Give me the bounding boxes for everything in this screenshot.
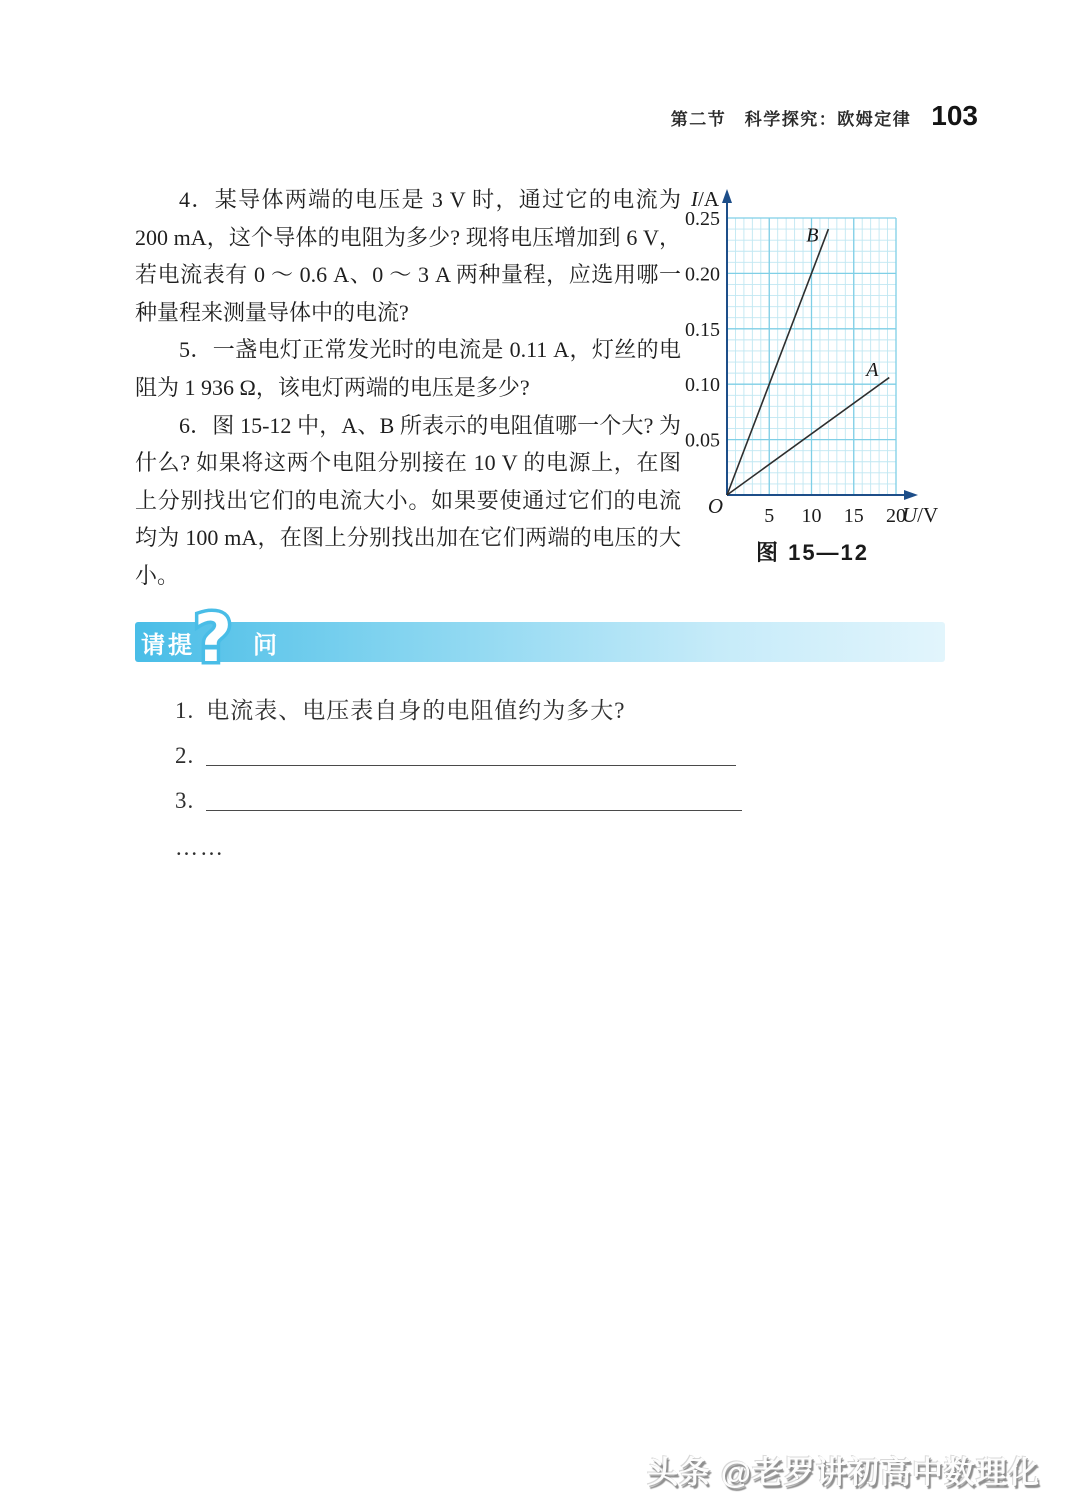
watermark: 头条 @老罗讲初高中数理化 [647, 1455, 1040, 1490]
list-item-number: 3. [175, 788, 195, 813]
svg-text:O: O [707, 494, 723, 518]
list-item [175, 786, 775, 831]
list-item-text: 电流表、电压表自身的电阻值约为多大? [206, 698, 626, 723]
svg-text:20: 20 [886, 505, 906, 527]
problem-5: 5．一盏电灯正常发光时的电流是 0.11 A，灯丝的电阻为 1 936 Ω，该电灯两端的电压是多少? [135, 337, 681, 400]
page-header [671, 100, 978, 132]
iv-graph [685, 180, 940, 530]
list-item [175, 696, 775, 741]
list-item-number: 1. [175, 698, 195, 723]
banner-text-right: 问 [253, 631, 280, 659]
problem-6: 6．图 15-12 中，A、B 所表示的电阻值哪一个大? 为什么? 如果将这两个电阻分别接在 10 V 的电源上，在图上分别找出它们的电流大小。如果要使通过它们的电流均为 100 mA，在图上分别找出加在它们两端的电压的大小。 [135, 412, 681, 588]
svg-text:0.15: 0.15 [685, 318, 720, 341]
svg-text:5: 5 [764, 505, 775, 527]
banner-text-left: 请提 [141, 631, 195, 659]
figure-caption: 图 15—12 [755, 540, 870, 565]
problems-block [135, 181, 681, 595]
problem-4: 4．某导体两端的电压是 3 V 时，通过它的电流为 200 mA，这个导体的电阻为多少? 现将电压增加到 6 V，若电流表有 0 ～ 0.6 A、0 ～ 3 A 两种量程，应选用哪一种量程来测量导体中的电流? [135, 187, 681, 325]
svg-text:0.05: 0.05 [685, 429, 720, 452]
question-mark-icon [168, 597, 258, 691]
list-item [175, 741, 775, 786]
figure-15-12 [685, 180, 940, 567]
list-item-number: 2. [175, 743, 195, 768]
svg-text:0.10: 0.10 [685, 374, 720, 397]
header-section-title: 第二节 科学探究：欧姆定律 [670, 110, 912, 129]
header-page-number: 103 [931, 100, 978, 131]
ellipsis: …… [175, 835, 225, 860]
svg-text:0.20: 0.20 [685, 263, 720, 286]
svg-text:A: A [866, 358, 879, 381]
svg-text:I/A: I/A [691, 187, 719, 211]
blank-answer-line [206, 786, 742, 811]
svg-text:10: 10 [801, 505, 822, 527]
svg-text:0.25: 0.25 [685, 208, 720, 230]
svg-text:U/V: U/V [902, 503, 939, 527]
student-questions-list [175, 696, 775, 863]
svg-text:15: 15 [843, 505, 864, 527]
svg-text:?: ? [193, 600, 233, 677]
svg-text:B: B [806, 224, 819, 247]
blank-answer-line [206, 741, 736, 766]
